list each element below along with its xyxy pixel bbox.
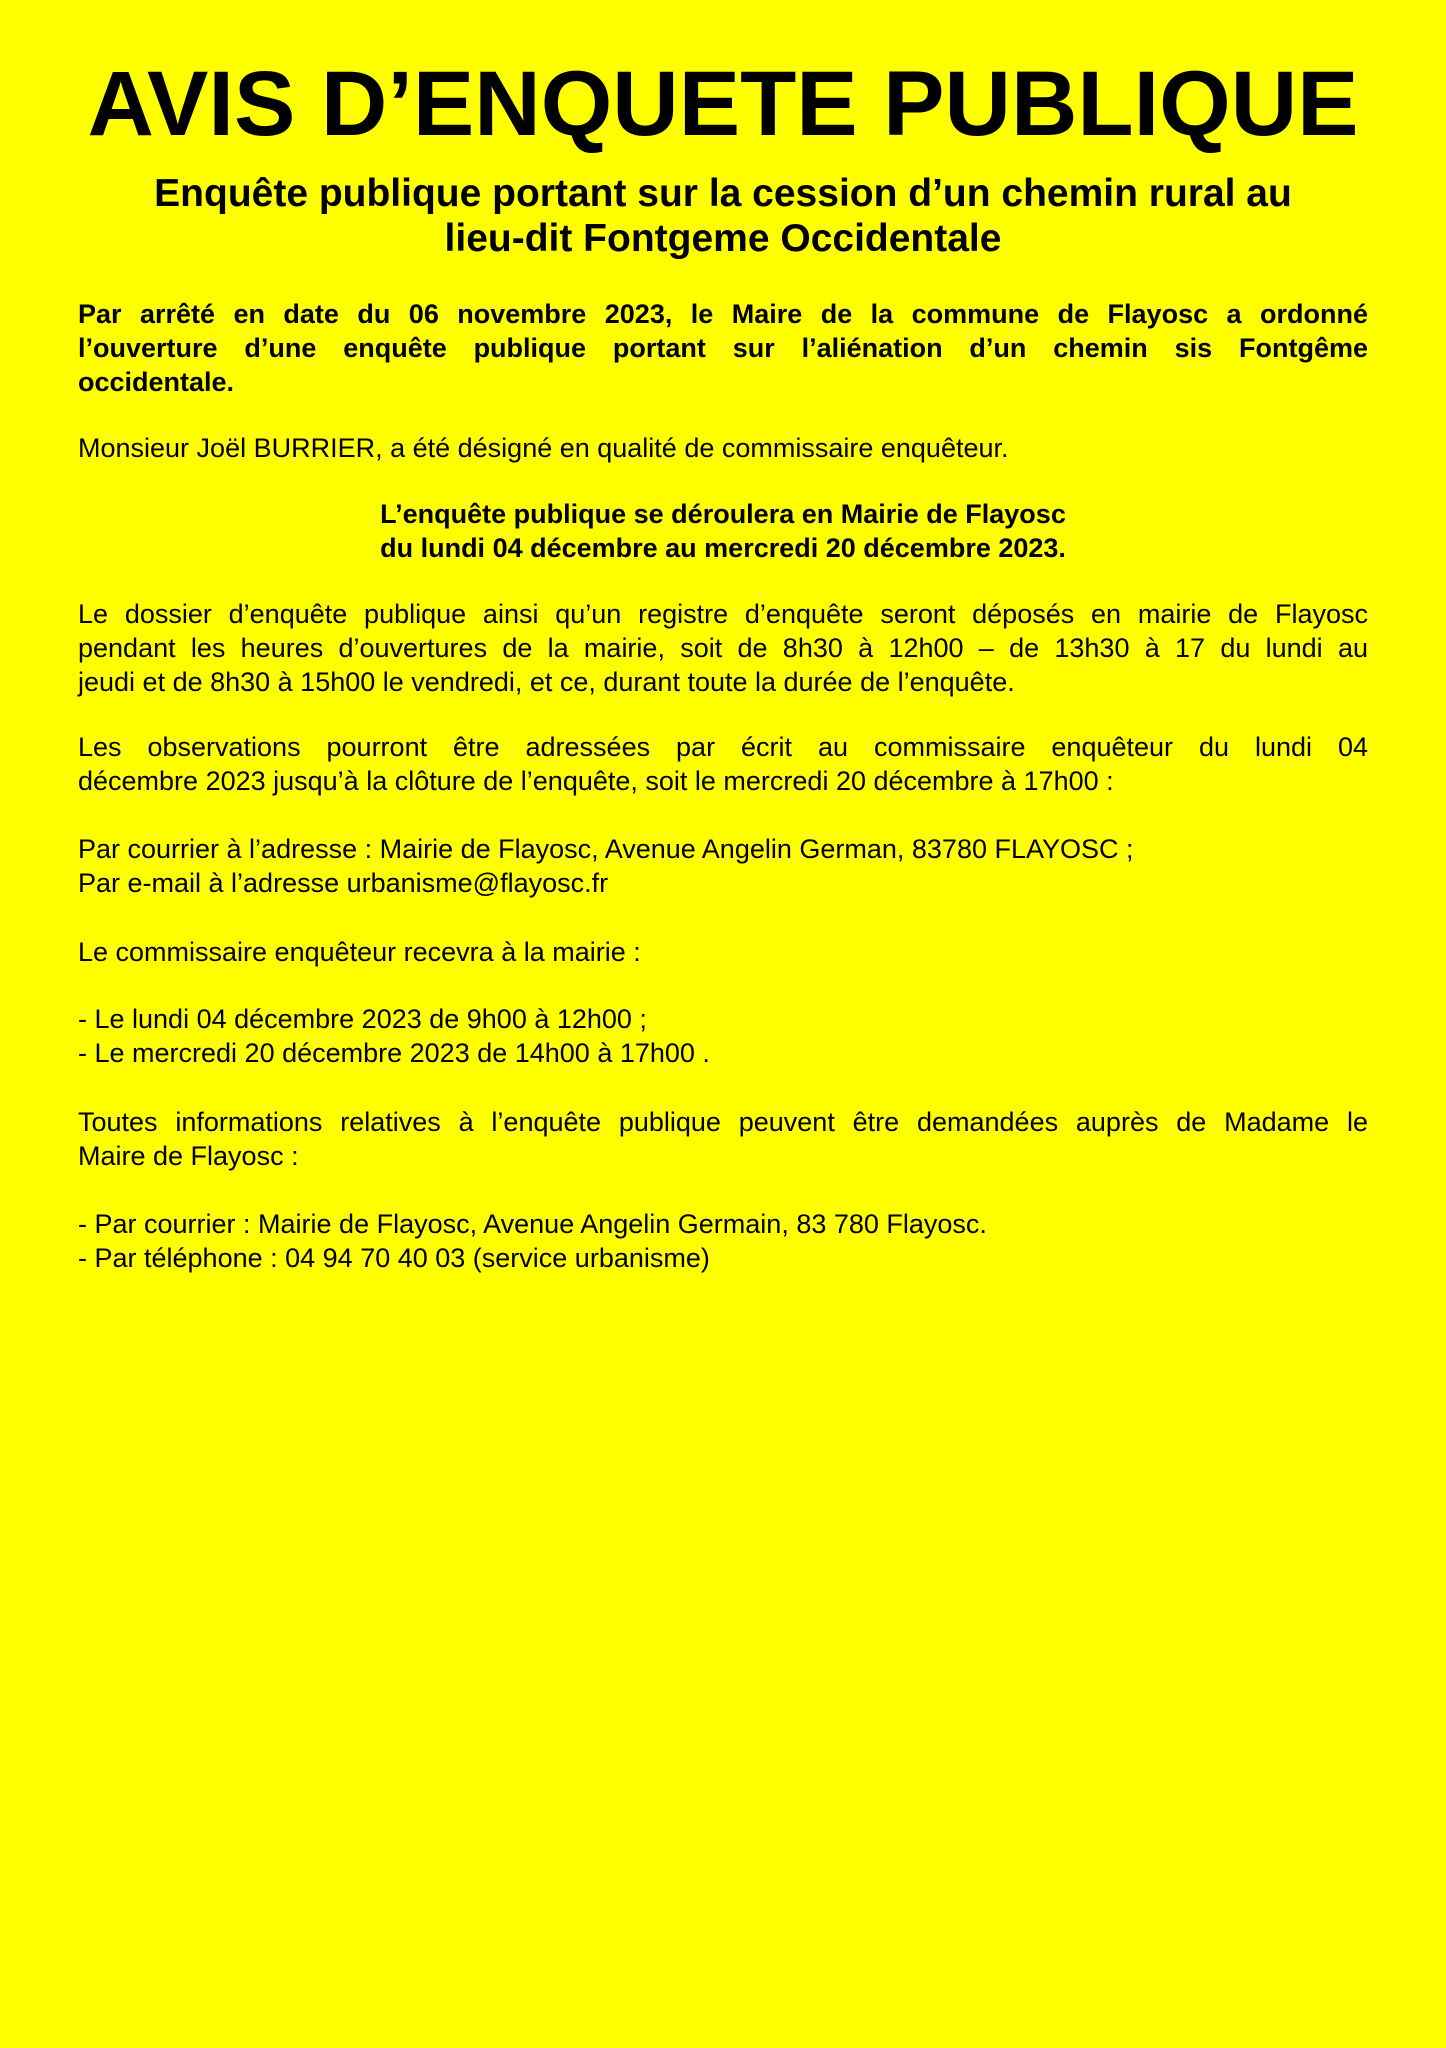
paragraph-line: décembre 2023 jusqu’à la clôture de l’enquête, soit le mercredi 20 décembre à 17h00 :: [78, 766, 1114, 796]
paragraph-observations: [78, 730, 1368, 798]
paragraph-line: Monsieur Joël BURRIER, a été désigné en qualité de commissaire enquêteur.: [78, 433, 1009, 463]
paragraph-deroulement: [78, 497, 1368, 565]
paragraph-line: - Par courrier : Mairie de Flayosc, Avenue Angelin Germain, 83 780 Flayosc.: [78, 1209, 987, 1239]
paragraph-line: - Le mercredi 20 décembre 2023 de 14h00 à 17h00 .: [78, 1038, 710, 1068]
paragraph-line: occidentale.: [78, 367, 235, 397]
paragraph-contact: [78, 832, 1368, 900]
paragraph-line: Par arrêté en date du 06 novembre 2023, le Maire de la commune de Flayosc a ordonné: [78, 299, 1368, 329]
paragraph-line: Les observations pourront être adressées par écrit au commissaire enquêteur du lundi 04: [78, 732, 1368, 762]
paragraph-line-email: Par e-mail à l’adresse urbanisme@flayosc.fr: [78, 868, 609, 898]
paragraph-line: - Par téléphone : 04 94 70 40 03 (service urbanisme): [78, 1243, 710, 1273]
paragraph-dossier: [78, 597, 1368, 699]
paragraph-recevra: [78, 935, 1368, 969]
paragraph-infos-contact: [78, 1207, 1368, 1275]
paragraph-line: pendant les heures d’ouvertures de la mairie, soit de 8h30 à 12h00 – de 13h30 à 17 du lundi au: [78, 633, 1368, 663]
paragraph-line: L’enquête publique se déroulera en Mairie de Flayosc: [380, 499, 1066, 529]
paragraph-line: Par courrier à l’adresse : Mairie de Flayosc, Avenue Angelin German, 83780 FLAYOSC ;: [78, 834, 1134, 864]
paragraph-line: Maire de Flayosc :: [78, 1141, 299, 1171]
paragraph-commissaire: [78, 431, 1368, 465]
paragraph-arrete: [78, 297, 1368, 399]
paragraph-line: Le dossier d’enquête publique ainsi qu’un registre d’enquête seront déposés en mairie de Flayosc: [78, 599, 1368, 629]
subtitle-line: lieu-dit Fontgeme Occidentale: [444, 217, 1002, 260]
paragraph-infos: [78, 1105, 1368, 1173]
paragraph-line: Toutes informations relatives à l’enquête publique peuvent être demandées auprès de Madame le: [78, 1107, 1368, 1137]
notice-title: AVIS D’ENQUETE PUBLIQUE: [87, 53, 1359, 155]
paragraph-line: l’ouverture d’une enquête publique portant sur l’aliénation d’un chemin sis Fontgême: [78, 333, 1368, 363]
paragraph-permanences: [78, 1002, 1368, 1070]
subtitle-line: Enquête publique portant sur la cession d’un chemin rural au: [154, 172, 1292, 215]
paragraph-line: - Le lundi 04 décembre 2023 de 9h00 à 12h00 ;: [78, 1004, 647, 1034]
paragraph-line: du lundi 04 décembre au mercredi 20 décembre 2023.: [380, 533, 1066, 563]
paragraph-line: jeudi et de 8h30 à 15h00 le vendredi, et ce, durant toute la durée de l’enquête.: [78, 667, 1015, 697]
notice-subtitle: [78, 171, 1368, 261]
paragraph-line: Le commissaire enquêteur recevra à la mairie :: [78, 937, 641, 967]
